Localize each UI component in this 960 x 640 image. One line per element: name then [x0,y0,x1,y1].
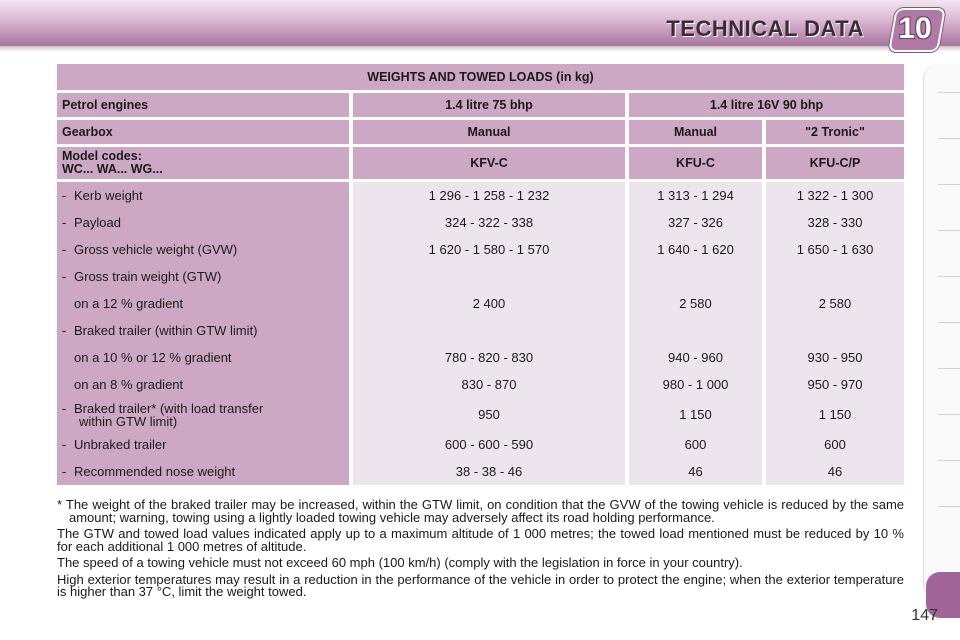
table-row [57,317,904,344]
side-tab-divider [938,92,960,93]
row-label [57,431,353,458]
row-label-text: on a 10 % or 12 % gradient [74,350,232,365]
row-label-text: on an 8 % gradient [74,377,184,392]
row-label [57,182,353,209]
model-codes-label [57,147,353,179]
side-tab-divider [938,184,960,185]
side-tab-divider [938,276,960,277]
table-row [57,344,904,371]
table-row [57,431,904,458]
row-label-text: Payload [74,215,121,230]
table-row [57,398,904,431]
row-label [57,344,353,371]
side-tab-divider [938,230,960,231]
row-label [57,317,353,344]
row-value: 940 - 960 [629,344,766,371]
gearbox-value: Manual [353,120,629,144]
row-value: 46 [766,458,904,485]
table-row [57,263,904,290]
row-value: 324 - 322 - 338 [353,209,629,236]
weights-table-container [57,64,904,485]
row-value [629,263,766,290]
model-codes-row [57,147,904,179]
row-label [57,236,353,263]
row-value: 950 - 970 [766,371,904,398]
row-value: 328 - 330 [766,209,904,236]
row-dash: - [62,215,67,230]
row-value: 327 - 326 [629,209,766,236]
model-code: KFU-C [629,147,766,179]
row-dash: - [62,188,67,203]
row-label [57,290,353,317]
row-label-text: Recommended nose weight [74,464,236,479]
weights-table [57,64,904,485]
row-value: 600 - 600 - 590 [353,431,629,458]
row-value [629,317,766,344]
gearbox-value: "2 Tronic" [766,120,904,144]
model-codes-label-line2: WC... WA... WG... [62,162,163,176]
engines-label: Petrol engines [57,93,353,117]
side-tab-divider [938,460,960,461]
table-title: WEIGHTS AND TOWED LOADS (in kg) [57,64,904,90]
row-value: 780 - 820 - 830 [353,344,629,371]
header-band-shadow [0,46,960,52]
row-value: 980 - 1 000 [629,371,766,398]
chapter-number: 10 [898,12,932,45]
footnote: * The weight of the braked trailer may be increased, within the GTW limit, on condition that the GVW of the towing vehicle is reduced by the same amount; warning, towing using a lightly loaded towing vehicle may adversely affect its road holding performance. [57,497,904,525]
engine-b-header: 1.4 litre 16V 90 bhp [629,93,904,117]
engine-a-header: 1.4 litre 75 bhp [353,93,629,117]
row-value: 1 150 [629,398,766,431]
row-value: 1 620 - 1 580 - 1 570 [353,236,629,263]
row-value: 600 [766,431,904,458]
gearbox-label: Gearbox [57,120,353,144]
side-tab-divider [938,368,960,369]
side-tab-divider [938,322,960,323]
page-header [0,0,960,56]
row-label [57,209,353,236]
table-row [57,371,904,398]
gearbox-row [57,120,904,144]
side-tab-divider [938,506,960,507]
row-value: 46 [629,458,766,485]
row-value: 1 650 - 1 630 [766,236,904,263]
row-dash: - [62,437,67,452]
row-value [353,317,629,344]
row-dash: - [62,323,67,338]
row-label-text: Kerb weight [74,188,143,203]
row-label [57,263,353,290]
table-row [57,458,904,485]
table-row [57,182,904,209]
row-value: 1 640 - 1 620 [629,236,766,263]
row-dash: - [62,242,67,257]
row-value: 2 580 [629,290,766,317]
note-speed: The speed of a towing vehicle must not exceed 60 mph (100 km/h) (comply with the legislation in force in your country). [57,555,743,570]
row-dash: - [62,464,67,479]
note-altitude: The GTW and towed load values indicated apply up to a maximum altitude of 1 000 metres; the towed load mentioned must be reduced by 10 % for each additional 1 000 metres of altitude. [57,526,904,554]
row-value [353,263,629,290]
engines-row [57,93,904,117]
row-value: 1 313 - 1 294 [629,182,766,209]
row-value: 930 - 950 [766,344,904,371]
row-value: 1 322 - 1 300 [766,182,904,209]
row-label-text: Gross vehicle weight (GVW) [74,242,238,257]
row-value: 1 150 [766,398,904,431]
row-label-text: Braked trailer* (with load transfer [74,401,264,416]
row-dash: - [62,269,67,284]
row-value: 600 [629,431,766,458]
model-codes-label-line1: Model codes: [62,149,142,163]
page-title: TECHNICAL DATA [666,16,864,41]
row-dash: - [62,401,67,416]
side-tabs [923,64,960,600]
row-label [57,371,353,398]
notes-section [57,499,904,603]
row-label [57,458,353,485]
model-code: KFU-C/P [766,147,904,179]
row-value: 2 400 [353,290,629,317]
gearbox-value: Manual [629,120,766,144]
row-label-text: Unbraked trailer [74,437,167,452]
row-value [766,317,904,344]
row-value: 830 - 870 [353,371,629,398]
row-value: 950 [353,398,629,431]
row-value: 1 296 - 1 258 - 1 232 [353,182,629,209]
table-row [57,209,904,236]
row-label-text: Braked trailer (within GTW limit) [74,323,258,338]
row-value [766,263,904,290]
table-body [57,182,904,485]
table-row [57,236,904,263]
row-value: 2 580 [766,290,904,317]
row-label-text: on a 12 % gradient [74,296,184,311]
page-number: 147 [911,607,938,624]
row-label-text: Gross train weight (GTW) [74,269,222,284]
table-row [57,290,904,317]
row-label-text-line2: within GTW limit) [79,414,178,429]
side-tab-divider [938,414,960,415]
side-tab-divider [938,138,960,139]
row-value: 38 - 38 - 46 [353,458,629,485]
table-title-row [57,64,904,90]
note-temperature: High exterior temperatures may result in a reduction in the performance of the vehicle in order to protect the engine; when the exterior temperature is higher than 37 °C, limit the weight towed. [57,571,904,599]
model-code: KFV-C [353,147,629,179]
row-label [57,398,353,431]
